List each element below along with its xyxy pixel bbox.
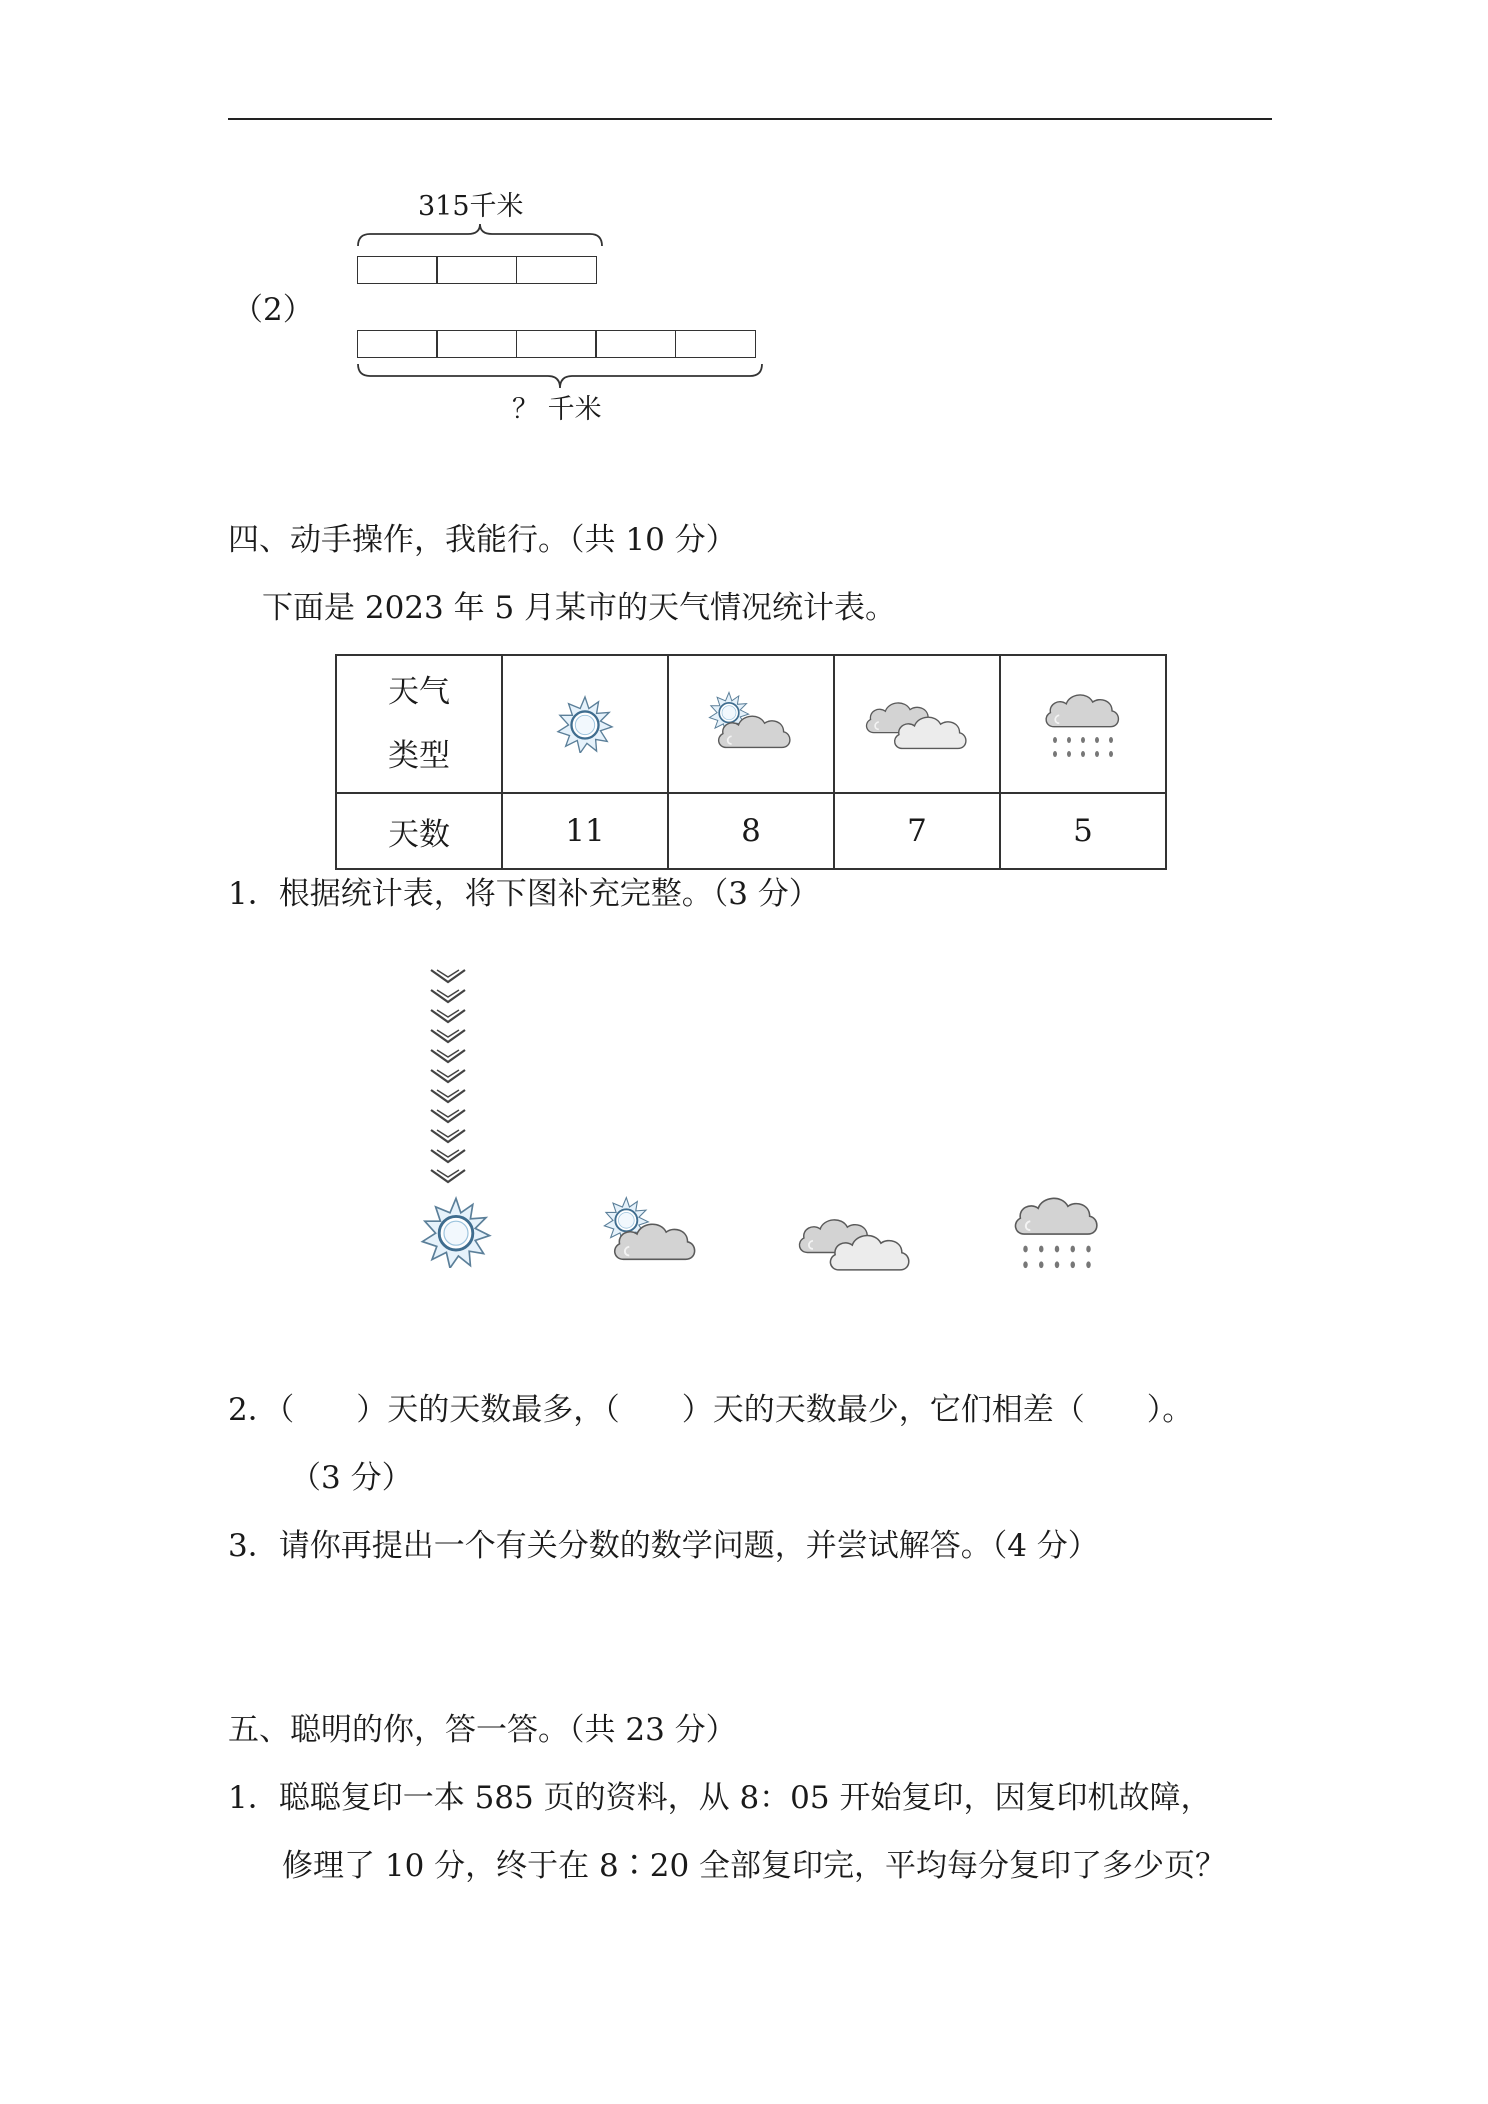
cloudy-icon xyxy=(864,694,970,754)
s5-question-1-line-1: 1．聪聪复印一本 585 页的资料，从 8：05 开始复印，因复印机故障， xyxy=(228,1780,1212,1816)
rainy-icon xyxy=(1043,688,1123,760)
bar-segment xyxy=(595,330,676,358)
pictograph-cloudy-icon xyxy=(796,1210,914,1276)
chevron-mark xyxy=(428,966,468,986)
header-line-2: 类型 xyxy=(388,738,450,774)
sunny-tally-column xyxy=(428,966,468,1186)
bar-segment xyxy=(436,256,517,284)
chevron-mark xyxy=(428,1046,468,1066)
chevron-mark xyxy=(428,1066,468,1086)
question-2-score: （3 分） xyxy=(290,1460,413,1496)
bar-segment xyxy=(675,330,756,358)
bar-segment xyxy=(516,330,597,358)
partly-cloudy-cell xyxy=(668,655,834,793)
bar-segment xyxy=(436,330,517,358)
cloudy-cell xyxy=(834,655,1000,793)
top-total-label: 315千米 xyxy=(418,191,524,222)
question-3: 3．请你再提出一个有关分数的数学问题，并尝试解答。（4 分） xyxy=(228,1528,1099,1564)
top-brace xyxy=(356,222,606,248)
problem-label: （2） xyxy=(232,292,314,328)
bar-segment xyxy=(516,256,597,284)
bar-segment xyxy=(357,256,438,284)
pictograph-rainy-icon xyxy=(1012,1190,1102,1272)
partly-cloudy-icon xyxy=(708,691,794,757)
chevron-mark xyxy=(428,986,468,1006)
bottom-total-label: ？ 千米 xyxy=(512,394,602,425)
days-sunny: 11 xyxy=(502,793,668,869)
chevron-mark xyxy=(428,1106,468,1126)
header-cell xyxy=(336,655,502,793)
chevron-mark xyxy=(428,1146,468,1166)
top-bar xyxy=(357,256,595,284)
bar-segment xyxy=(357,330,438,358)
chevron-mark xyxy=(428,1026,468,1046)
bottom-brace xyxy=(356,362,766,390)
top-rule xyxy=(228,118,1272,120)
rainy-cell xyxy=(1000,655,1166,793)
days-cloudy: 7 xyxy=(834,793,1000,869)
pictograph-partly-cloudy-icon xyxy=(602,1196,700,1270)
bottom-bar xyxy=(357,330,754,358)
days-rainy: 5 xyxy=(1000,793,1166,869)
sunny-icon xyxy=(556,695,614,753)
header-line-1: 天气 xyxy=(388,674,450,710)
question-2: 2．（ ）天的天数最多，（ ）天的天数最少，它们相差（ ）。 xyxy=(228,1392,1194,1428)
chevron-mark xyxy=(428,1006,468,1026)
weather-table xyxy=(335,654,1167,870)
section-4-heading: 四、动手操作，我能行。（共 10 分） xyxy=(228,522,737,558)
section-5-heading: 五、聪明的你，答一答。（共 23 分） xyxy=(228,1712,737,1748)
chevron-mark xyxy=(428,1166,468,1186)
pictograph-sunny-icon xyxy=(420,1196,492,1268)
table-intro: 下面是 2023 年 5 月某市的天气情况统计表。 xyxy=(262,590,897,626)
days-partly-cloudy: 8 xyxy=(668,793,834,869)
chevron-mark xyxy=(428,1126,468,1146)
days-label: 天数 xyxy=(336,793,502,869)
question-1: 1．根据统计表，将下图补充完整。（3 分） xyxy=(228,876,820,912)
sunny-cell xyxy=(502,655,668,793)
s5-question-1-line-2: 修理了 10 分，终于在 8∶20 全部复印完，平均每分复印了多少页？ xyxy=(282,1848,1227,1884)
chevron-mark xyxy=(428,1086,468,1106)
